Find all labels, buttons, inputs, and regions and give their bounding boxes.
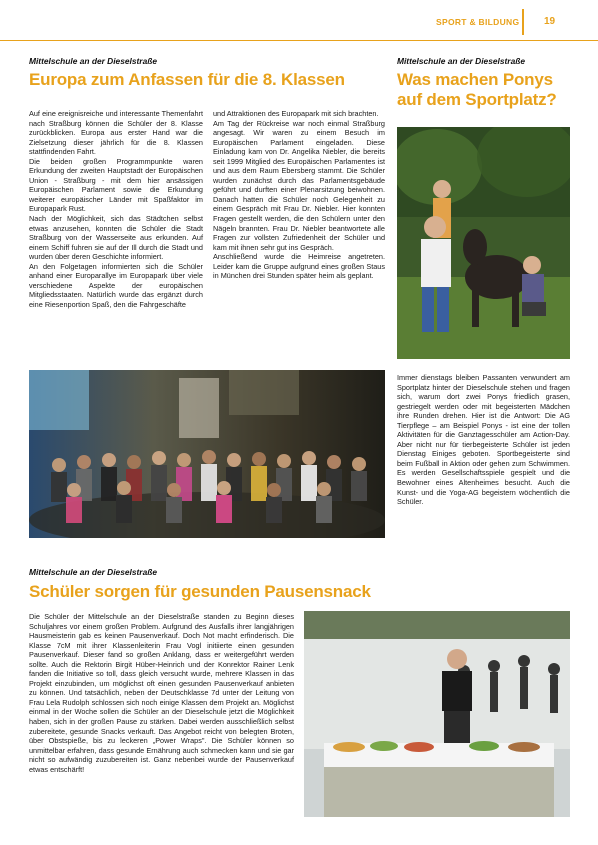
article1-paragraph: Nach der Möglichkeit, sich das Städtchen selbst etwas anzusehen, konnten die Schüler die Stadt Straßburg von der Wasserseite aus erkunden. Auf einem Schiff fuhren sie auf der Ill durch die Stadt und wurden über deren Geschichte informiert. [29, 214, 203, 262]
article1-column-2 [213, 109, 385, 281]
article1-paragraph: An den Folgetagen informierten sich die Schüler anhand einer Europarallye im Europapark über viele verschiedene Aspekte der europäischen Mitgliedsstaaten. Natürlich wurde das ergänzt durch eine Riesenportion Spaß, den die Fahrgeschäfte [29, 261, 203, 309]
article1-paragraph: Anschließend wurde die Heimreise angetreten. Leider kam die Gruppe aufgrund eines großen Staus in München drei Stunden später heim als geplant. [213, 252, 385, 281]
section-label: SPORT & BILDUNG [436, 17, 520, 27]
article3-body [29, 612, 294, 774]
article1-paragraph: Die beiden großen Programmpunkte waren Erkundung der zweiten Hauptstadt der Europäischen Union - Straßburg - mit dem hier ansässigen Europäischen Parlament sowie die Erkundung weiterer europäischer Länder mit Spaßfaktor im Europapark Rust. [29, 156, 203, 214]
pony-photo [397, 127, 570, 359]
article1-paragraph: Am Tag der Rückreise war noch einmal Straßburg angesagt. Wir waren zu einem Besuch im Europäischen Parlament eingeladen. Diese Einladung kam von Dr. Angelika Niebler, die bereits seit 1999 Mitglied des Europäischen Parlamentes ist und aus dem Raum Ebersberg stammt. Die Schüler wurden zunächst durch das Parlamentsgebäude geführt und durften einer Plenarsitzung beiwohnen. Danach hatten die Schüler noch Gelegenheit zu einem Gespräch mit Frau Dr. Niebler. Hier konnten Fragen gestellt werden, die den Schülern unter den Nägeln brannten. Frau Dr. Niebler beantwortete alle Fragen zur vollsten Zufriedenheit der Schüler und kam mit ihnen sehr gut ins Gespräch. [213, 118, 385, 252]
class-group-photo [29, 370, 385, 538]
article1-kicker: Mittelschule an der Dieselstraße [29, 56, 157, 66]
article2-kicker: Mittelschule an der Dieselstraße [397, 56, 525, 66]
article1-title: Europa zum Anfassen für die 8. Klassen [29, 70, 345, 89]
page-number: 19 [544, 16, 556, 27]
header-divider [522, 9, 524, 35]
article2-paragraph: Immer dienstags bleiben Passanten verwundert am Sportplatz hinter der Dieselschule stehen und fragen sich, warum dort zwei Ponys friedlich grasen, gestriegelt werden oder mit begeisterten Mädchen ihre Runden drehen. Hier ist die Antwort: Die AG Tierpflege – am Beispiel Ponys - ist eine der tollen Aktivitäten für die Ganztagesschüler am Action-Day. Aber nicht nur für tierbegeisterte Schüler ist jeden Dienstag Einiges geboten. Sportbegeisterte sind beim Fußball in Aktion oder gehen zum Schwimmen. Es werden Gesellschaftsspiele gespielt und die Bewohner eines Altenheimes besucht. Auch die Kunst- und die Yoga-AG begeistern wöchentlich die Schüler. [397, 373, 570, 507]
article2-body [397, 373, 570, 507]
article1-column-1 [29, 109, 203, 309]
article1-paragraph: Auf eine ereignisreiche und interessante Themenfahrt nach Straßburg können die Schüler der 8. Klasse zurückblicken. Europa aus erster Hand war die Zielsetzung dieser jährlich für die 8. Klassen stattfindenden Fahrt. [29, 109, 203, 157]
article3-paragraph: Die Schüler der Mittelschule an der Dieselstraße standen zu Beginn dieses Schuljahres vor einem großen Problem. Aufgrund des Ausfalls ihrer langjährigen Hausmeisterin gab es keinen Pausenverkauf. Doch Not macht erfinderisch. Die Klasse 7cM mit ihrer Klassenleiterin Frau Vogl initiierte einen gesunden Pausenverkauf. Dieser fand so großen Anklang, dass er weitergeführt werden sollte. Auch die Rektorin Birgit Hüber-Heinrich und der Konrektor Rainer Lenk fanden die Initiative so toll, dass gleich versucht wurde, mehrere Klassen in das Projekt einzubinden, um möglichst oft einen gesunden Pausenverkauf anbieten zu können. Und tatsächlich, neben der Deutschklasse 7d unter der Leitung von Frau Lela Rudolph schlossen sich noch einige Klassen dem Projekt an. Möglichst einmal in der Woche sollen die Schüler an der Dieselschule jetzt die Möglichkeit haben, sich in der großen Pause zu stärken. Dabei werden ausschließlich selbst zubereitete, gesunde Snacks verkauft. Das Angebot reicht von belegten Broten, über Obstspieße, bis zu leckeren „Power Wraps". Die Schüler können so unmittelbar erfahren, dass gesunde Ernährung auch schmecken kann und sie gar nicht so aufwändig zuzubereiten ist. Ganz nebenbei wurde der Pausenverkauf etwas entschärft! [29, 612, 294, 774]
header-rule [0, 40, 598, 41]
article2-title: Was machen Ponys auf dem Sportplatz? [397, 70, 557, 110]
article3-title: Schüler sorgen für gesunden Pausensnack [29, 582, 371, 601]
article1-paragraph: und Attraktionen des Europapark mit sich brachten. [213, 109, 379, 118]
article3-kicker: Mittelschule an der Dieselstraße [29, 567, 157, 577]
snack-sale-photo [304, 611, 570, 817]
